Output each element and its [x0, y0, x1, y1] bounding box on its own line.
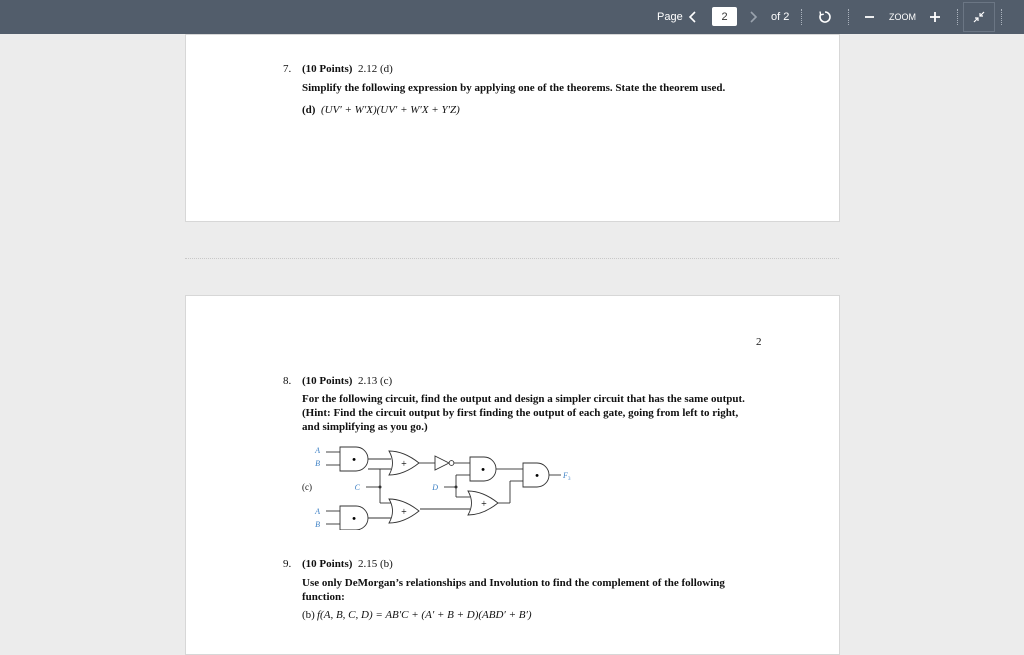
q7-expression: (UV′ + W′X)(UV′ + W′X + Y′Z): [321, 104, 460, 116]
page-number-input[interactable]: [712, 7, 737, 26]
input-label-b: B: [315, 520, 320, 529]
page-total: of 2: [771, 11, 790, 23]
q9-points: (10 Points): [302, 558, 353, 570]
and-gate-symbol: •: [352, 513, 356, 525]
output-label-subscript: 3: [568, 477, 571, 482]
toolbar-separator: [848, 9, 849, 25]
page-number: 2: [756, 336, 762, 348]
plus-icon[interactable]: [929, 11, 941, 23]
page-label: Page: [657, 11, 683, 23]
chevron-left-icon[interactable]: [688, 11, 698, 23]
q9-part-label: (b): [302, 609, 315, 621]
q7-ref: 2.12 (d): [358, 63, 393, 75]
collapse-icon: [973, 11, 985, 23]
pdf-toolbar: [0, 0, 1024, 34]
or-gate-symbol: +: [481, 499, 487, 510]
zoom-label: ZOOM: [889, 12, 916, 22]
q8-number: 8.: [283, 375, 292, 387]
input-label-a: A: [315, 446, 320, 455]
input-label-b: B: [315, 459, 320, 468]
q9-expression: f(A, B, C, D) = AB′C + (A′ + B + D)(ABD′ + B′): [317, 609, 532, 621]
q7-part-label: (d): [302, 104, 316, 116]
exit-fullscreen-button[interactable]: [963, 2, 995, 32]
q7-points: (10 Points): [302, 63, 353, 75]
and-gate-symbol: •: [352, 454, 356, 466]
input-label-d: D: [432, 483, 438, 492]
q8-instruction: For the following circuit, find the output and design a simpler circuit that has the same output. (Hint: Find the circuit output by first finding the output of each gate, going from left to right, and simplifying as you go.): [302, 393, 745, 433]
or-gate-symbol: +: [401, 507, 407, 518]
and-gate-symbol: •: [481, 464, 485, 476]
output-label: F: [563, 471, 568, 480]
q9-ref: 2.15 (b): [358, 558, 393, 570]
q7-instruction: Simplify the following expression by applying one of the theorems. State the theorem used.: [302, 82, 726, 94]
input-label-a: A: [315, 507, 320, 516]
q9-number: 9.: [283, 558, 292, 570]
toolbar-separator: [957, 9, 958, 25]
minus-icon[interactable]: [864, 12, 875, 22]
page-divider: [185, 258, 839, 259]
and-gate-symbol: •: [535, 470, 539, 482]
input-label-c: C: [354, 483, 360, 492]
or-gate-symbol: +: [401, 459, 407, 470]
q8-points: (10 Points): [302, 375, 353, 387]
toolbar-separator: [801, 9, 802, 25]
logic-circuit: [298, 438, 598, 530]
q9-instruction: Use only DeMorgan’s relationships and Involution to find the complement of the following function:: [302, 577, 725, 603]
q7-number: 7.: [283, 63, 292, 75]
q8-ref: 2.13 (c): [358, 375, 393, 387]
chevron-right-icon[interactable]: [748, 11, 758, 23]
toolbar-separator: [1001, 9, 1002, 25]
rotate-icon[interactable]: [818, 10, 832, 24]
circuit-part-label: (c): [302, 482, 312, 492]
